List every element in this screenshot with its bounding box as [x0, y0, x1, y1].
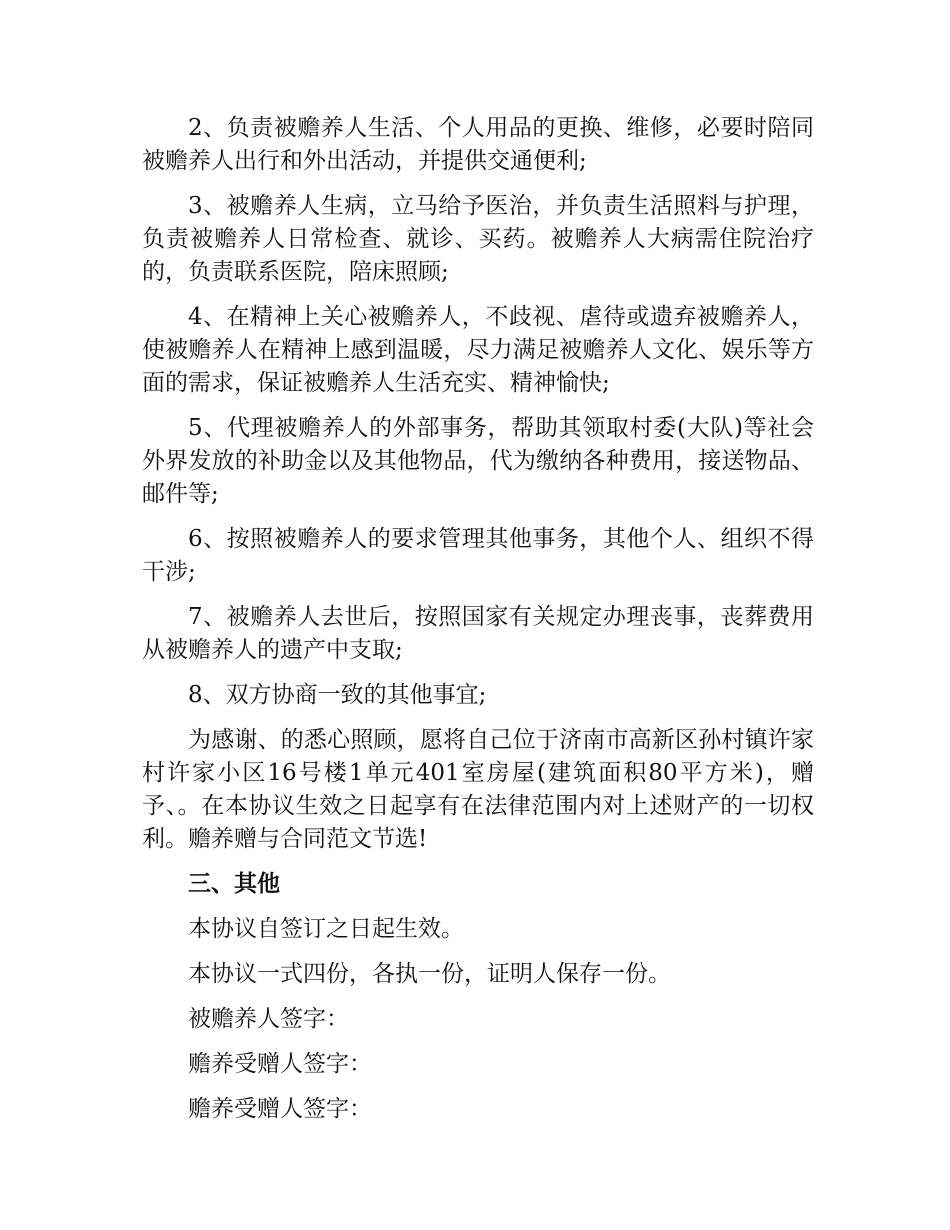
clause-2: 2、负责被赡养人生活、个人用品的更换、维修，必要时陪同被赡养人出行和外出活动，并提供交通便利;	[142, 115, 814, 174]
gift-paragraph: 为感谢、的悉心照顾，愿将自己位于济南市高新区孙村镇许家村许家小区16号楼1单元401室房屋(建筑面积80平方米)，赠予、。在本协议生效之日起享有在法律范围内对上述财产的一切权利。赡养赠与合同范文节选!	[142, 727, 814, 852]
supported-person-signature-line: 被赡养人签字：	[188, 1006, 349, 1032]
clause-7: 7、被赡养人去世后，按照国家有关规定办理丧事，丧葬费用从被赡养人的遗产中支取;	[142, 604, 814, 663]
clause-3: 3、被赡养人生病，立马给予医治，并负责生活照料与护理，负责被赡养人日常检查、就诊、买药。被赡养人大病需住院治疗的，负责联系医院，陪床照顾;	[142, 193, 814, 285]
clause-8: 8、双方协商一致的其他事宜;	[188, 682, 487, 708]
copies-line: 本协议一式四份，各执一份，证明人保存一份。	[188, 961, 671, 987]
clause-4: 4、在精神上关心被赡养人，不歧视、虐待或遗弃被赡养人，使被赡养人在精神上感到温暖，尽力满足被赡养人文化、娱乐等方面的需求，保证被赡养人生活充实、精神愉快;	[142, 304, 814, 396]
section-heading: 三、其他	[188, 871, 280, 897]
clause-5: 5、代理被赡养人的外部事务，帮助其领取村委(大队)等社会外界发放的补助金以及其他物品，代为缴纳各种费用，接送物品、邮件等;	[142, 415, 814, 507]
document-body	[142, 112, 814, 1138]
recipient-signature-line-1: 赡养受赠人签字：	[188, 1051, 372, 1077]
recipient-signature-line-2: 赡养受赠人签字：	[188, 1096, 372, 1122]
effective-date-line: 本协议自签订之日起生效。	[188, 916, 464, 942]
clause-6: 6、按照被赡养人的要求管理其他事务，其他个人、组织不得干涉;	[142, 526, 814, 585]
